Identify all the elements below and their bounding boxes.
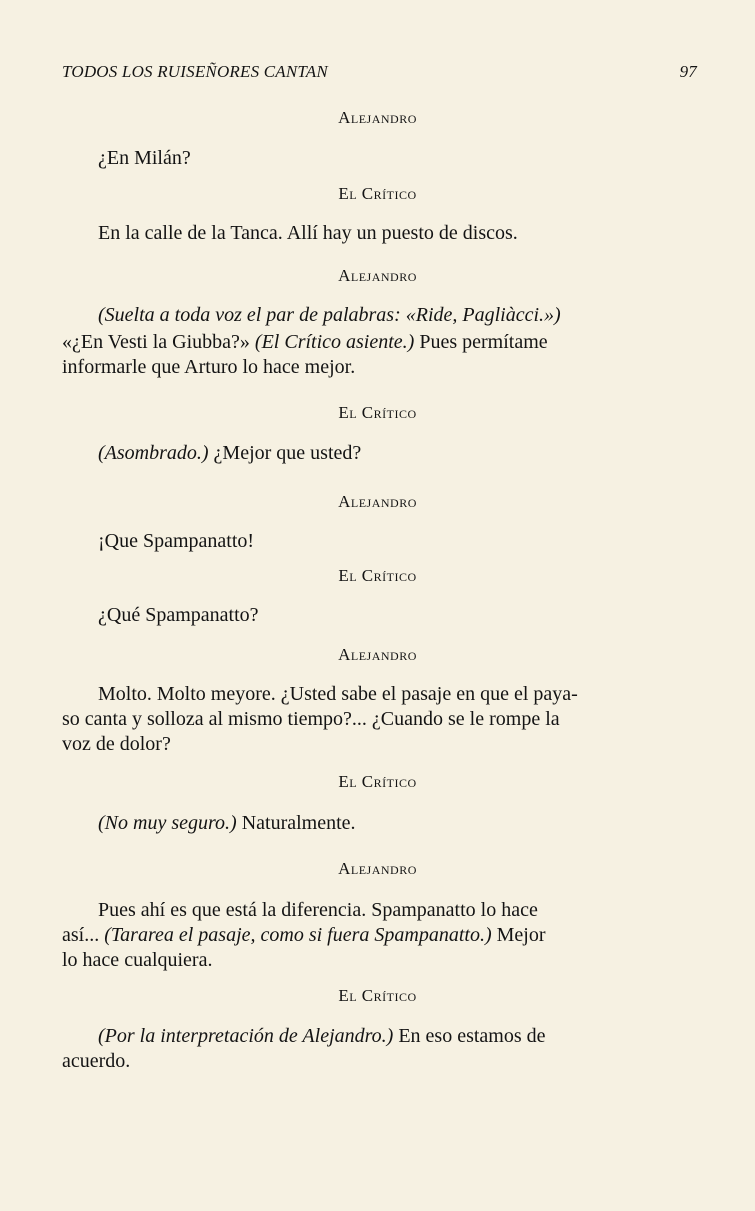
dialogue-line: [62, 303, 694, 327]
dialogue-line: (Asombrado.) ¿Mejor que usted?: [98, 442, 362, 464]
dialogue-line: voz de dolor?: [62, 733, 171, 755]
stage-direction: (Suelta a toda voz el par de palabras: «Ride, Pagliàcci.»): [98, 304, 561, 326]
running-title: TODOS LOS RUISEÑORES CANTAN: [62, 62, 328, 81]
speaker-name: El Crítico: [338, 184, 417, 203]
dialogue-line: «¿En Vesti la Giubba?» (El Crítico asiente.) Pues permítame: [62, 331, 548, 353]
dialogue-line: Molto. Molto meyore. ¿Usted sabe el pasaje en que el paya-: [98, 683, 578, 705]
dialogue-line: so canta y solloza al mismo tiempo?... ¿Cuando se le rompe la: [62, 708, 560, 730]
dialogue-line: ¿En Milán?: [98, 147, 191, 169]
dialogue-line: Pues ahí es que está la diferencia. Spampanatto lo hace: [98, 899, 538, 921]
dialogue-line: acuerdo.: [62, 1050, 131, 1072]
speaker-name: Alejandro: [338, 859, 417, 878]
dialogue-line: informarle que Arturo lo hace mejor.: [62, 356, 356, 378]
speaker-name: El Crítico: [338, 403, 417, 422]
speaker-name: El Crítico: [338, 772, 417, 791]
stage-direction: (Por la interpretación de Alejandro.): [98, 1025, 394, 1047]
dialogue-line: así... (Tararea el pasaje, como si fuera Spampanatto.) Mejor: [62, 924, 546, 946]
dialogue-line: ¿Qué Spampanatto?: [98, 604, 259, 626]
stage-direction: (Tararea el pasaje, como si fuera Spampanatto.): [104, 924, 492, 946]
dialogue-line: (No muy seguro.) Naturalmente.: [98, 812, 356, 834]
stage-direction: (No muy seguro.): [98, 812, 237, 834]
dialogue-line: (Por la interpretación de Alejandro.) En eso estamos de: [98, 1025, 546, 1047]
speaker-name: El Crítico: [338, 986, 417, 1005]
speaker-name: Alejandro: [338, 108, 417, 127]
page-number: 97: [679, 62, 697, 81]
stage-direction: (Asombrado.): [98, 442, 209, 464]
dialogue-line: ¡Que Spampanatto!: [98, 530, 255, 552]
speaker-name: Alejandro: [338, 266, 417, 285]
stage-direction: (El Crítico asiente.): [254, 331, 415, 353]
speaker-name: Alejandro: [338, 492, 417, 511]
dialogue-line: En la calle de la Tanca. Allí hay un puesto de discos.: [98, 222, 518, 244]
dialogue-line: lo hace cualquiera.: [62, 949, 213, 971]
speaker-name: El Crítico: [338, 566, 417, 585]
speaker-name: Alejandro: [338, 645, 417, 664]
